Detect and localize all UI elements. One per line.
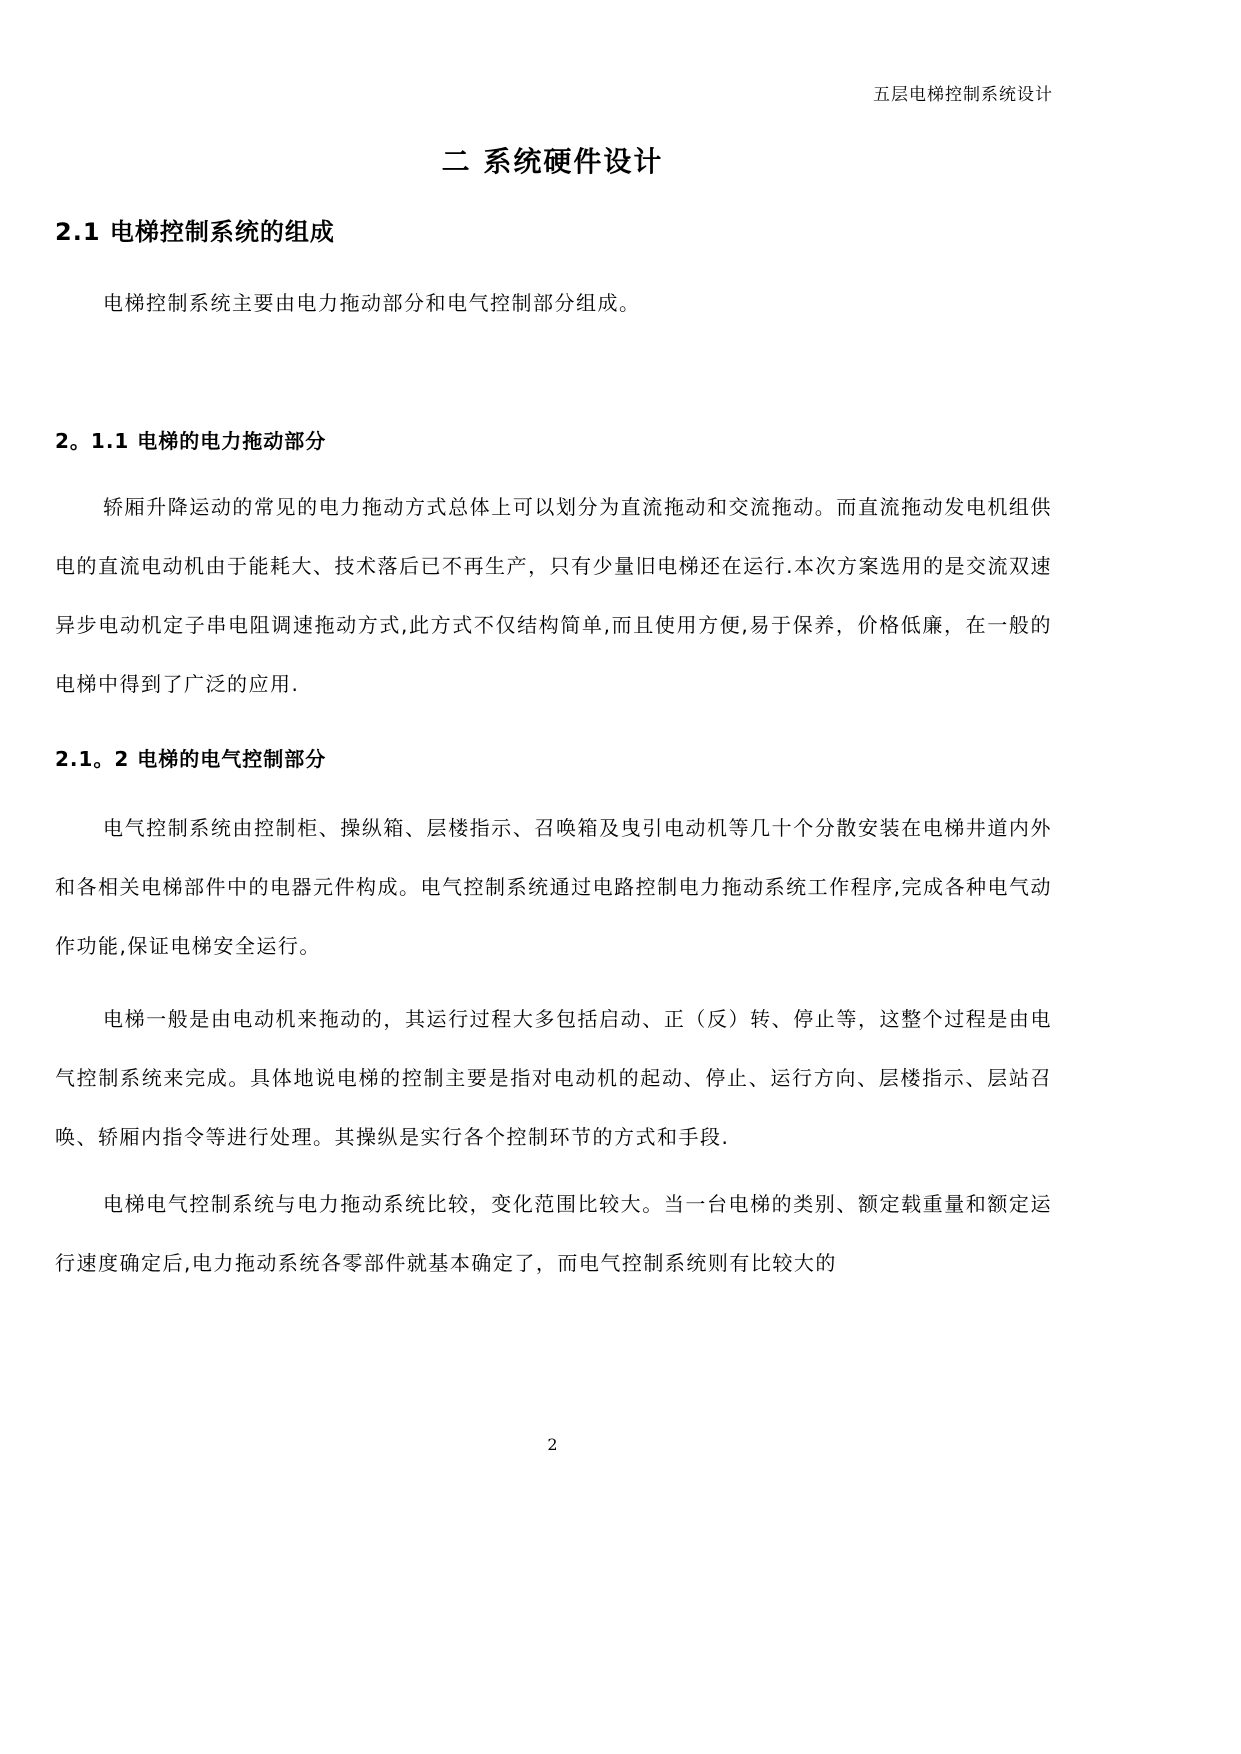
running-header: 五层电梯控制系统设计 [873, 85, 1053, 105]
section-2-1-2-paragraph-2: 电梯一般是由电动机来拖动的，其运行过程大多包括启动、正（反）转、停止等，这整个过程是由电气控制系统来完成。具体地说电梯的控制主要是指对电动机的起动、停止、运行方向、层楼指示、层站召唤、轿厢内指令等进行处理。其操纵是实行各个控制环节的方式和手段. [55, 1007, 1052, 1149]
section-2-1-2-paragraph-1: 电气控制系统由控制柜、操纵箱、层楼指示、召唤箱及曳引电动机等几十个分散安装在电梯井道内外和各相关电梯部件中的电器元件构成。电气控制系统通过电路控制电力拖动系统工作程序,完成各种电气动作功能,保证电梯安全运行。 [55, 816, 1052, 958]
chapter-title: 二 系统硬件设计 [441, 145, 664, 178]
subsection-title-2-1-2: 2.1。2 电梯的电气控制部分 [55, 747, 327, 771]
subsection-title-2-1-1: 2。1.1 电梯的电力拖动部分 [55, 429, 327, 453]
section-2-1-1-paragraph: 轿厢升降运动的常见的电力拖动方式总体上可以划分为直流拖动和交流拖动。而直流拖动发电机组供电的直流电动机由于能耗大、技术落后已不再生产，只有少量旧电梯还在运行.本次方案选用的是交流双速异步电动机定子串电阻调速拖动方式,此方式不仅结构简单,而且使用方便,易于保养，价格低廉，在一般的电梯中得到了广泛的应用. [55, 495, 1052, 696]
section-2-1-2-paragraph-3: 电梯电气控制系统与电力拖动系统比较，变化范围比较大。当一台电梯的类别、额定载重量和额定运行速度确定后,电力拖动系统各零部件就基本确定了，而电气控制系统则有比较大的 [55, 1192, 1052, 1275]
section-title-2-1: 2.1 电梯控制系统的组成 [55, 218, 335, 246]
page-number: 2 [547, 1435, 558, 1454]
section-2-1-intro: 电梯控制系统主要由电力拖动部分和电气控制部分组成。 [103, 291, 641, 315]
